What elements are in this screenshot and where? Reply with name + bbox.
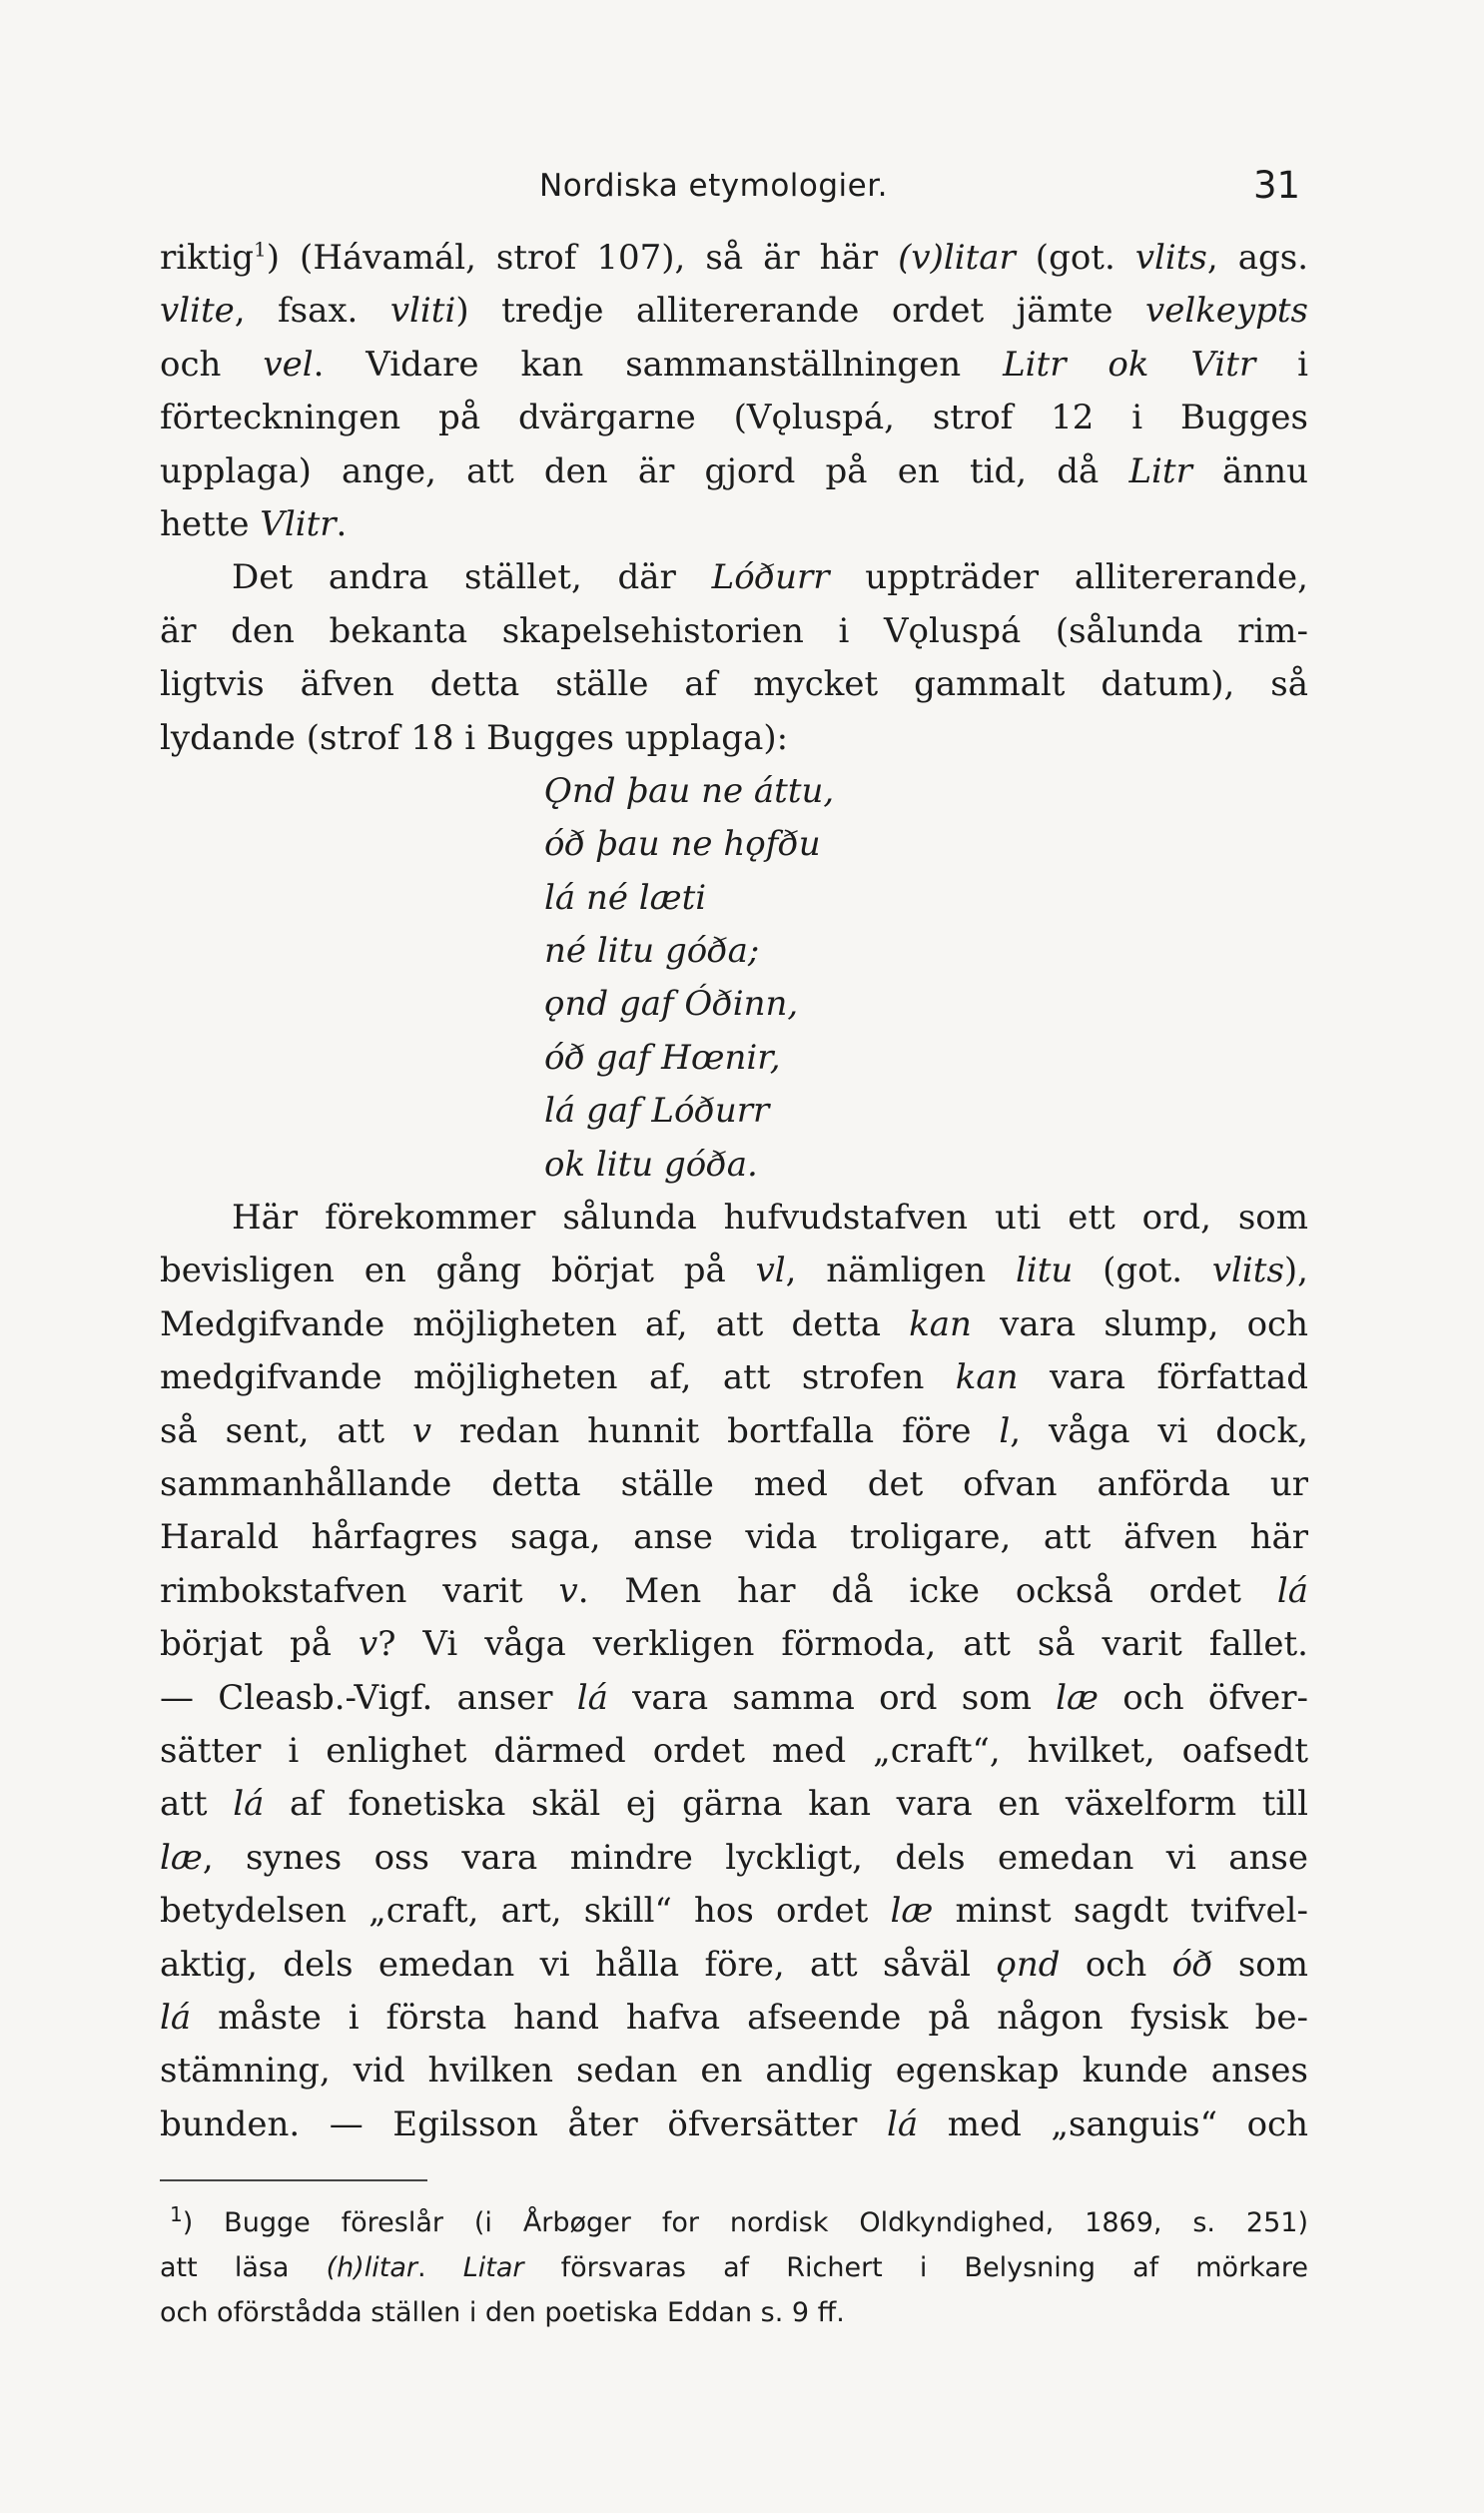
text-run: Medgifvande möjligheten af, att detta	[160, 1303, 910, 1344]
verse-line: lá né læti	[544, 877, 707, 918]
text-run: försvaras af Richert i Belysning af mörkare	[523, 2252, 1308, 2283]
text-run: sätter i enlighet därmed ordet med „craft“, hvilket, oafsedt	[160, 1730, 1308, 1771]
text-run: ) Bugge föreslår (i Årbøger for nordisk Oldkyndighed, 1869, s. 251)	[182, 2207, 1308, 2238]
text-run: , ags.	[1206, 238, 1309, 278]
text-line	[160, 1778, 1308, 1831]
text-line	[160, 445, 1308, 498]
italic-word: kan	[909, 1303, 972, 1344]
italic-word: v	[358, 1624, 378, 1665]
text-run: stämning, vid hvilken sedan en andlig egenskap kunde anses	[160, 2051, 1308, 2092]
italic-word: vl	[755, 1251, 786, 1291]
footnote	[160, 2200, 1308, 2335]
text-line	[160, 1298, 1308, 1351]
text-run: så sent, att	[160, 1410, 412, 1451]
text-line	[160, 1565, 1308, 1618]
text-run: måste i första hand hafva afseende på någon fysisk be-	[191, 1997, 1308, 2038]
text-run: aktig, dels emedan vi hålla före, att såväl	[160, 1944, 997, 1985]
italic-word: Litr	[1003, 344, 1067, 385]
italic-word: læ	[890, 1891, 934, 1932]
text-run: . Men har då icke också ordet	[577, 1570, 1277, 1611]
text-line	[160, 339, 1308, 392]
text-line	[160, 1885, 1308, 1938]
text-run: rimbokstafven varit	[160, 1570, 559, 1611]
verse-line: né litu góða;	[544, 931, 760, 972]
text-run: ) (Hávamál, strof 107), så är här	[266, 238, 899, 278]
footnote-line	[160, 2200, 1308, 2245]
italic-word: l	[999, 1410, 1011, 1451]
text-run: bunden. — Egilsson åter öfversätter	[160, 2103, 887, 2144]
italic-word: v	[558, 1570, 578, 1611]
text-run: .	[336, 503, 348, 544]
text-line	[160, 1672, 1308, 1725]
text-line	[160, 605, 1308, 658]
text-line	[160, 1992, 1308, 2045]
italic-word: vlite	[160, 291, 235, 332]
italic-word: lá	[160, 1997, 192, 2038]
italic-word: kan	[955, 1357, 1019, 1398]
text-line	[160, 1618, 1308, 1671]
text-run	[1066, 345, 1108, 385]
text-run: hette	[160, 503, 261, 544]
text-run: förteckningen på dvärgarne (Vǫluspá, strof 12 i Bugges	[160, 398, 1308, 438]
footnote-marker: 1	[254, 237, 267, 262]
text-line	[160, 1351, 1308, 1404]
text-run: och	[160, 344, 264, 385]
text-run: , synes oss vara mindre lyckligt, dels emedan vi anse	[202, 1837, 1308, 1878]
italic-word: (h)litar	[326, 2252, 417, 2283]
italic-word: lá	[1276, 1570, 1308, 1611]
text-line	[160, 712, 1308, 765]
footnote-line	[160, 2290, 1308, 2335]
italic-word: læ	[160, 1837, 203, 1878]
text-run: med „sanguis“ och	[918, 2103, 1308, 2144]
text-run: redan hunnit bortfalla före	[431, 1410, 1000, 1451]
italic-word: læ	[1056, 1677, 1100, 1718]
text-run: ) tredje allitererande ordet jämte	[455, 291, 1145, 332]
footnote-marker: 1	[170, 2202, 183, 2226]
italic-word: litu	[1015, 1251, 1074, 1291]
text-run: sammanhållande detta ställe med det ofvan anförda ur	[160, 1463, 1308, 1504]
italic-word: ok	[1108, 344, 1149, 385]
text-line	[160, 232, 1308, 285]
text-line	[160, 2098, 1308, 2151]
text-run: , fsax.	[234, 291, 390, 332]
text-line	[160, 658, 1308, 711]
verse-block	[160, 765, 1308, 1192]
text-line	[160, 285, 1308, 338]
text-run: medgifvande möjligheten af, att strofen	[160, 1357, 956, 1398]
text-run: , våga vi dock,	[1010, 1410, 1308, 1451]
text-run: som	[1212, 1944, 1308, 1985]
text-line	[160, 1511, 1308, 1564]
text-run: vara slump, och	[971, 1303, 1308, 1344]
text-line	[160, 1192, 1308, 1245]
text-run: Harald hårfagres saga, anse vida troligare, att äfven här	[160, 1517, 1308, 1558]
text-run: vara författad	[1018, 1357, 1308, 1398]
verse-line: óð gaf Hœnir,	[544, 1037, 781, 1078]
text-run: , nämligen	[785, 1251, 1016, 1291]
verse-line: óð þau ne hǫfðu	[544, 824, 821, 865]
italic-word: Litar	[462, 2252, 524, 2283]
italic-word: v	[411, 1410, 432, 1451]
italic-word: vlits	[1134, 238, 1207, 278]
text-run: (got.	[1015, 238, 1135, 278]
paragraph-group-1	[160, 232, 1308, 765]
text-line	[160, 551, 1308, 604]
text-run: ligtvis äfven detta ställe af mycket gammalt datum), så	[160, 664, 1308, 705]
text-run: upplaga) ange, att den är gjord på en tid, då	[160, 450, 1129, 491]
text-run: Det andra stället, där	[232, 557, 712, 598]
page-number: 31	[1253, 164, 1301, 207]
italic-word: vlits	[1211, 1251, 1284, 1291]
text-run: riktig	[160, 238, 255, 278]
text-run: och öfver-	[1099, 1677, 1308, 1718]
text-line	[160, 1832, 1308, 1885]
footnote-line	[160, 2245, 1308, 2290]
text-run: ännu	[1191, 450, 1308, 491]
italic-word: ǫnd	[996, 1944, 1061, 1985]
verse-line: ok litu góða.	[544, 1144, 758, 1185]
text-run: minst sagdt tvifvel-	[933, 1891, 1308, 1932]
text-run: vara samma ord som	[607, 1677, 1057, 1718]
main-text	[160, 232, 1308, 2151]
text-run: — Cleasb.-Vigf. anser	[160, 1677, 577, 1718]
text-line	[160, 1405, 1308, 1458]
verse-line: lá gaf Lóðurr	[544, 1091, 770, 1132]
italic-word: óð	[1171, 1944, 1213, 1985]
text-run: bevisligen en gång börjat på	[160, 1251, 756, 1291]
text-line	[160, 1939, 1308, 1992]
text-line	[160, 1458, 1308, 1511]
text-run: betydelsen „craft, art, skill“ hos ordet	[160, 1891, 891, 1932]
page-header	[0, 164, 1484, 214]
text-run: lydande (strof 18 i Bugges upplaga):	[160, 717, 789, 758]
italic-word: lá	[233, 1784, 265, 1825]
text-line	[160, 1245, 1308, 1297]
text-run: och oförstådda ställen i den poetiska Eddan s. 9 ff.	[160, 2297, 845, 2328]
italic-word: vliti	[389, 291, 456, 332]
text-line	[160, 2045, 1308, 2097]
text-run: börjat på	[160, 1624, 359, 1665]
italic-word: velkeypts	[1144, 291, 1308, 332]
text-line	[160, 1725, 1308, 1778]
text-run: (got.	[1073, 1251, 1212, 1291]
text-line	[160, 498, 1308, 551]
text-run: ? Vi våga verkligen förmoda, att så varit fallet.	[377, 1624, 1308, 1665]
text-run: är den bekanta skapelsehistorien i Vǫluspá (sålunda rim-	[160, 610, 1308, 651]
italic-word: Vitr	[1190, 344, 1256, 385]
verse-line: Ǫnd þau ne áttu,	[544, 770, 835, 811]
text-run: i	[1255, 344, 1309, 385]
text-run: att läsa	[160, 2252, 327, 2283]
text-run: uppträder allitererande,	[829, 557, 1308, 598]
text-run: och	[1060, 1944, 1172, 1985]
italic-word: lá	[886, 2103, 919, 2144]
text-run: Här förekommer sålunda hufvudstafven uti ett ord, som	[232, 1198, 1308, 1239]
text-run	[1149, 345, 1191, 385]
paragraph-group-2	[160, 1192, 1308, 2151]
italic-word: lá	[576, 1677, 608, 1718]
italic-word: vel	[263, 344, 314, 385]
running-title: Nordiska etymologier.	[539, 168, 888, 204]
text-run: . Vidare kan sammanställningen	[313, 344, 1004, 385]
italic-word: (v)litar	[898, 238, 1016, 278]
text-run: ),	[1283, 1251, 1308, 1291]
italic-word: Vlitr	[260, 503, 337, 544]
verse-line: ǫnd gaf Óðinn,	[544, 984, 799, 1025]
italic-word: Lóðurr	[711, 557, 830, 598]
text-line	[160, 392, 1308, 444]
italic-word: Litr	[1128, 450, 1192, 491]
text-run: af fonetiska skäl ej gärna kan vara en växelform till	[264, 1784, 1309, 1825]
text-run: .	[417, 2252, 463, 2283]
footnote-rule	[160, 2179, 427, 2181]
text-run: att	[160, 1784, 234, 1825]
